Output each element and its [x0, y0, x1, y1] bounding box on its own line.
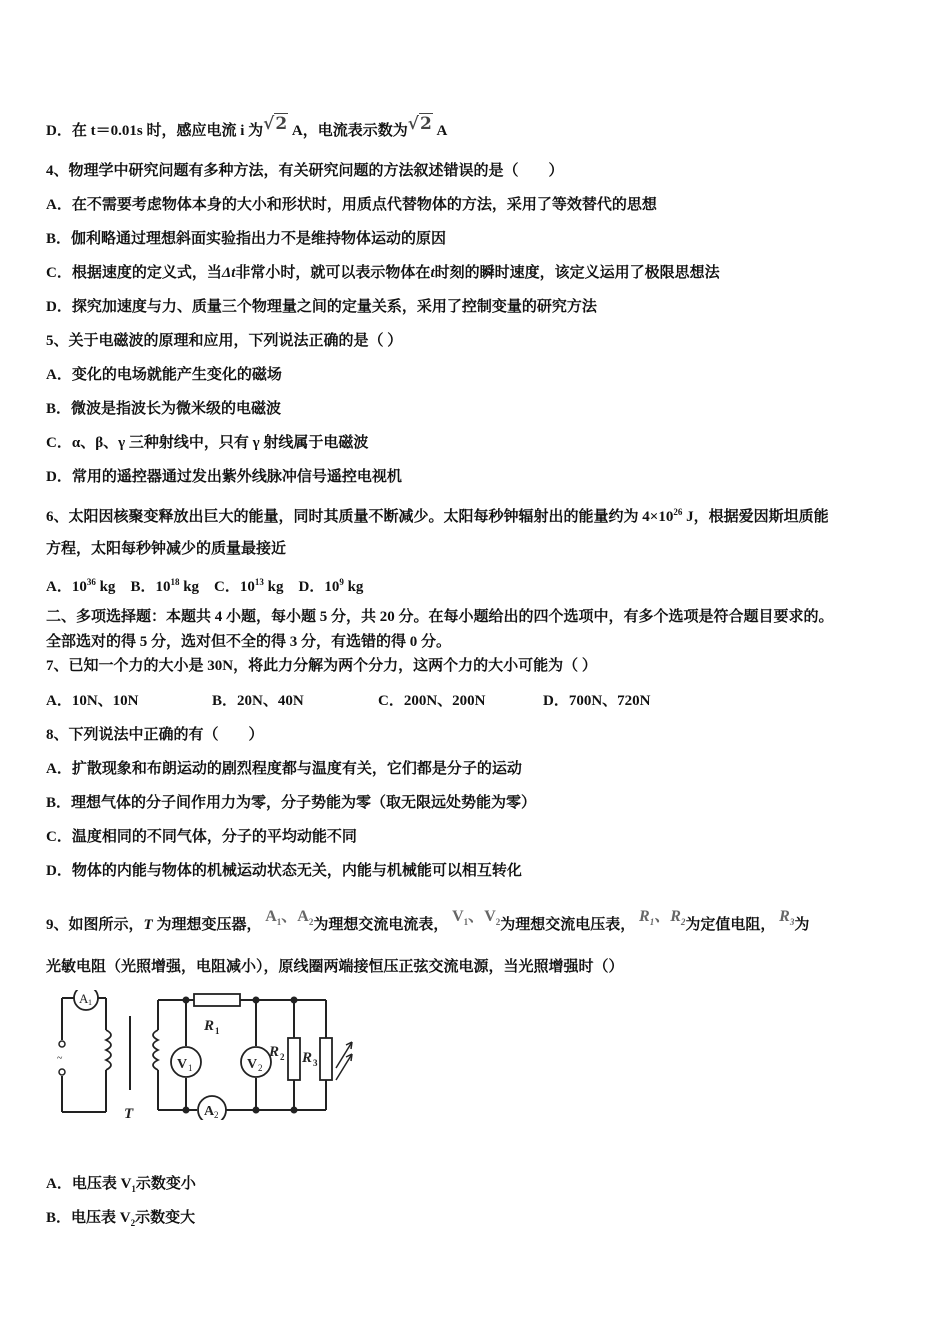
ammeter-labels [265, 907, 313, 932]
question-6-line2: 方程，太阳每秒钟减少的质量最接近 [46, 541, 287, 557]
resistor-labels [639, 907, 685, 932]
subscript: 2 [680, 917, 686, 928]
junction [254, 1108, 259, 1113]
q7-option-b: B．20N、40N [212, 693, 304, 709]
q5-option-a: A．变化的电场就能产生变化的磁场 [46, 367, 282, 383]
exponent: 9 [339, 577, 344, 587]
primary-coil [106, 1030, 111, 1070]
text: 示数变大 [135, 1210, 196, 1226]
question-7: 7、已知一个力的大小是 30N，将此力分解为两个分力，这两个力的大小可能为（ ） [46, 658, 597, 674]
text: R [779, 908, 790, 925]
text: T [143, 917, 153, 933]
terminal [59, 1069, 65, 1075]
text: J [682, 509, 694, 525]
q8-option-a: A．扩散现象和布朗运动的剧烈程度都与温度有关，它们都是分子的运动 [46, 761, 522, 777]
text: A，电流表示数为 [288, 123, 408, 139]
text: kg [343, 579, 364, 595]
text: 、 [468, 908, 485, 925]
exponent: 36 [86, 577, 96, 587]
junction [184, 998, 189, 1003]
subscript: 3 [789, 917, 795, 928]
meter-label: A [204, 1104, 215, 1119]
text: 示数变小 [135, 1176, 196, 1192]
voltmeter-labels [452, 907, 500, 932]
text: V [452, 908, 464, 925]
q8-option-d: D．物体的内能与物体的机械运动状态无关，内能与机械能可以相互转化 [46, 863, 522, 879]
subscript: 2 [308, 917, 314, 928]
resistor-r1 [194, 994, 240, 1006]
text: C．10 [214, 579, 255, 595]
text: D．在 [46, 123, 91, 139]
q7-option-a: A．10N、10N [46, 693, 139, 709]
light-arrow [336, 1054, 352, 1080]
q3-option-d [46, 114, 447, 141]
resistor-subscript: 3 [313, 1058, 318, 1068]
resistor-label: R [302, 1050, 313, 1066]
text: R [639, 908, 650, 925]
subscript: 2 [130, 1218, 136, 1228]
transformer-label: T [124, 1106, 134, 1120]
text: 为理想变压器， [152, 917, 262, 933]
text: kg [263, 579, 299, 595]
question-9-line2: 光敏电阻（光照增强，电阻减小），原线圈两端接恒压正弦交流电源，当光照增强时（） [46, 959, 624, 975]
q4-option-c [46, 263, 720, 283]
transformer-circuit-diagram [54, 990, 374, 1120]
subscript: 1 [131, 1184, 136, 1194]
subscript: 1 [463, 917, 469, 928]
q4-option-b: B．伽利略通过理想斜面实验指出力不是维持物体运动的原因 [46, 231, 447, 247]
text: A [265, 908, 277, 925]
q9-option-a [46, 1174, 196, 1199]
text: 时刻的瞬时速度，该定义运用了极限思想法 [434, 265, 720, 281]
sqrt-value: 2 [275, 114, 288, 134]
q9-option-b [46, 1208, 195, 1233]
text: t [430, 265, 435, 281]
text: B．10 [130, 579, 171, 595]
resistor-r2 [288, 1038, 300, 1080]
junction [292, 1108, 297, 1113]
question-5: 5、关于电磁波的原理和应用，下列说法正确的是（ ） [46, 333, 403, 349]
question-6-line1 [46, 502, 829, 527]
text: t＝0.01s [90, 123, 143, 139]
meter-subscript: 2 [214, 1110, 219, 1120]
terminal [59, 1041, 65, 1047]
meter-label: V [177, 1057, 188, 1072]
q4-option-d: D．探究加速度与力、质量三个物理量之间的定量关系，采用了控制变量的研究方法 [46, 299, 597, 315]
question-9-line1 [46, 907, 809, 935]
q8-option-b: B．理想气体的分子间作用力为零，分子势能为零（取无限远处势能为零） [46, 795, 537, 811]
text: i [240, 123, 245, 139]
question-8: 8、下列说法中正确的有（ ） [46, 727, 264, 743]
text: A．电压表 V [46, 1176, 132, 1192]
text: ，根据爱因斯坦质能 [693, 509, 829, 525]
exponent: 18 [170, 577, 180, 587]
text: V [484, 908, 496, 925]
ac-source-symbol: ~ [57, 1053, 63, 1064]
meter-label: V [247, 1057, 258, 1072]
q8-option-c: C．温度相同的不同气体，分子的平均动能不同 [46, 829, 357, 845]
secondary-coil [153, 1030, 158, 1070]
text: A [297, 908, 309, 925]
text: C．根据速度的定义式，当 [46, 265, 222, 281]
text: 4×10 [642, 509, 674, 525]
sqrt-symbol: √2 [407, 114, 432, 134]
meter-subscript: 1 [88, 998, 92, 1007]
section-2-heading-line1: 二、多项选择题：本题共 4 小题，每小题 5 分，共 20 分。在每小题给出的四个选项中，有多个选项是符合题目要求的。 [46, 609, 834, 625]
resistor-label: R [204, 1018, 215, 1034]
text: 9、如图所示， [46, 917, 144, 933]
photoresistor-label [779, 907, 794, 932]
text: 非常小时，就可以表示物体在 [235, 265, 431, 281]
junction [254, 998, 259, 1003]
text: 时，感应电流 [142, 123, 241, 139]
text: A [432, 123, 448, 139]
text: D．10 [298, 579, 340, 595]
text: kg [179, 579, 215, 595]
sqrt-value: 2 [419, 114, 432, 134]
q5-option-b: B．微波是指波长为微米级的电磁波 [46, 401, 282, 417]
text: 为理想交流电流表， [313, 917, 449, 933]
sqrt-symbol: √2 [263, 114, 288, 134]
meter-label: A [79, 991, 89, 1006]
text: 6、太阳因核聚变释放出巨大的能量，同时其质量不断减少。太阳每秒钟辐射出的能量约为 [46, 509, 643, 525]
text: B．电压表 V [46, 1210, 131, 1226]
exponent: 13 [254, 577, 264, 587]
resistor-label: R [269, 1044, 280, 1060]
subscript: 1 [276, 917, 282, 928]
secondary-circuit [153, 994, 352, 1120]
junction [184, 1108, 189, 1113]
text: 为 [794, 917, 810, 933]
q4-option-a: A．在不需要考虑物体本身的大小和形状时，用质点代替物体的方法，采用了等效替代的思想 [46, 197, 657, 213]
q6-options [46, 572, 363, 597]
text: A．10 [46, 579, 87, 595]
primary-circuit [57, 990, 111, 1112]
meter-subscript: 2 [258, 1063, 263, 1073]
q7-option-d: D．700N、720N [543, 693, 651, 709]
section-2-heading-line2: 全部选对的得 5 分，选对但不全的得 3 分，有选错的得 0 分。 [46, 634, 452, 650]
subscript: 1 [649, 917, 655, 928]
text: Δt [221, 265, 236, 281]
text: 为理想交流电压表， [500, 917, 636, 933]
q5-option-d: D．常用的遥控器通过发出紫外线脉冲信号遥控电视机 [46, 469, 402, 485]
text: R [670, 908, 681, 925]
text: 为 [244, 123, 264, 139]
text: kg [95, 579, 131, 595]
meter-subscript: 1 [188, 1063, 193, 1073]
text: 、 [281, 908, 298, 925]
q7-option-c: C．200N、200N [378, 693, 486, 709]
subscript: 2 [495, 917, 501, 928]
junction [292, 998, 297, 1003]
text: 为定值电阻， [685, 917, 776, 933]
text: 、 [654, 908, 671, 925]
q5-option-c: C．α、β、γ 三种射线中，只有 γ 射线属于电磁波 [46, 435, 369, 451]
photoresistor-r3 [320, 1038, 332, 1080]
question-4: 4、物理学中研究问题有多种方法，有关研究问题的方法叙述错误的是（ ） [46, 163, 564, 179]
resistor-subscript: 2 [280, 1052, 285, 1062]
exponent: 26 [673, 507, 683, 517]
resistor-subscript: 1 [215, 1026, 220, 1036]
